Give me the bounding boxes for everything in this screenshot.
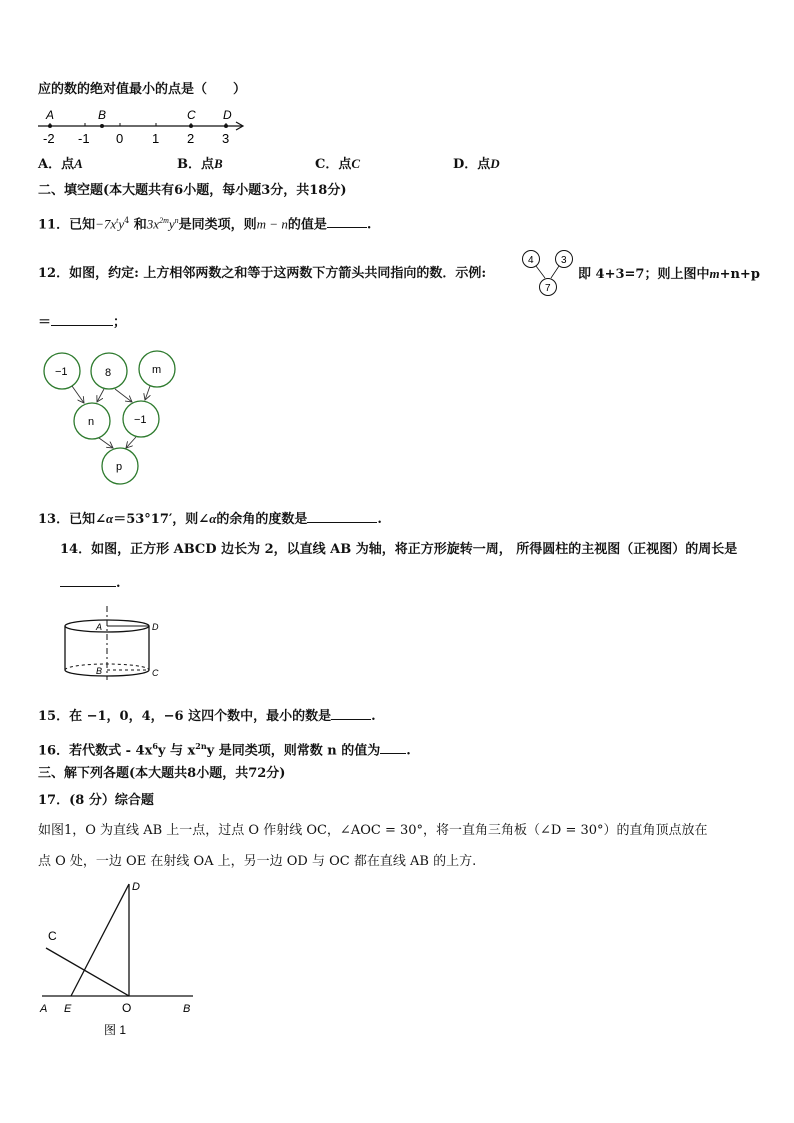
tick-label: -2	[43, 131, 55, 146]
ray-OC	[46, 948, 129, 996]
figure-caption: 图 1	[104, 1023, 127, 1036]
section-3-heading: 三、解下列各题(本大题共8小题，共72分)	[38, 766, 286, 781]
label-B: B	[183, 1003, 191, 1015]
label-D: D	[132, 881, 140, 893]
q14-cylinder-figure	[56, 602, 168, 682]
q10-option-b[interactable]: B．点B	[177, 156, 223, 172]
q14-answer-line: .	[60, 574, 121, 593]
q15-answer-blank[interactable]	[331, 707, 371, 720]
tree-node: p	[116, 461, 123, 473]
label-C: C	[48, 929, 57, 943]
q14-stem: 14．如图，正方形 ABCD 边长为 2，以直线 AB 为轴，将正方形旋转一周， 所得圆柱的主视图（正视图）的周长是	[60, 542, 738, 557]
point-B-dot	[100, 124, 104, 128]
example-bottom: 7	[545, 283, 551, 294]
tree-node: −1	[134, 414, 147, 426]
q10-option-d[interactable]: D．点D	[453, 156, 500, 172]
q11-line: 11．已知$-7x^ty^4$ 和$3x^{2m}y^n$是同类项，则m − n的值是 .	[38, 216, 372, 233]
point-C-label: C	[187, 108, 196, 122]
q10-option-a[interactable]: A．点A	[38, 156, 83, 172]
tree-node: −1	[55, 366, 68, 378]
point-D-dot	[224, 124, 228, 128]
label-A: A	[40, 1003, 48, 1015]
label-D: D	[152, 622, 159, 632]
q12-tree-figure	[42, 346, 192, 488]
q12-stem-tail: 即 4+3=7；则上图中m+n+p	[578, 266, 760, 282]
point-A-label: A	[46, 108, 55, 122]
label-B: B	[96, 666, 103, 676]
q11-answer-blank[interactable]	[327, 215, 367, 228]
tick-label: -1	[78, 131, 90, 146]
q17-figure-1	[36, 876, 201, 1036]
example-top-right: 3	[561, 255, 567, 266]
q17-paragraph-1: 如图1，O 为直线 AB 上一点，过点 O 作射线 OC，∠AOC = 30°，将一直角三角板（∠D = 30°）的直角顶点放在	[38, 823, 708, 838]
label-C: C	[152, 668, 159, 678]
point-D-label: D	[223, 108, 232, 122]
label-A: A	[96, 622, 103, 632]
point-C-dot	[189, 124, 193, 128]
tick-label: 2	[187, 131, 195, 146]
tree-node: 8	[105, 367, 112, 379]
tree-node: n	[88, 416, 95, 428]
q17-paragraph-2: 点 O 处，一边 OE 在射线 OA 上，另一边 OD 与 OC 都在直线 AB 的上方.	[38, 854, 477, 869]
point-A-dot	[48, 124, 52, 128]
tick-label: 3	[222, 131, 230, 146]
q15-line: 15．在 −1，0，4，−6 这四个数中，最小的数是 .	[38, 709, 376, 724]
q13-line: 13．已知∠α＝53°17′，则∠α的余角的度数是 .	[38, 511, 382, 527]
q17-title: 17．(8 分）综合题	[38, 793, 154, 808]
q14-answer-blank[interactable]	[60, 574, 116, 587]
q16-answer-blank[interactable]	[380, 741, 406, 754]
q16-line: 16．若代数式 - $4x^6y$ 与 $x^{2n}y$ 是同类项，则常数 n 的值为 .	[38, 741, 411, 759]
section-2-heading: 二、填空题(本大题共有6小题，每小题3分，共18分)	[38, 183, 347, 198]
example-top-left: 4	[528, 255, 534, 266]
label-O: O	[122, 1001, 132, 1015]
q10-option-c[interactable]: C．点C	[315, 156, 361, 172]
q12-example-figure	[520, 248, 576, 300]
label-E: E	[64, 1003, 72, 1015]
q12-answer-line: ＝ ；	[38, 315, 127, 330]
point-B-label: B	[98, 108, 107, 122]
q10-stem-tail: 应的数的绝对值最小的点是（ ）	[38, 82, 247, 97]
tick-label: 1	[152, 131, 160, 146]
tick-label: 0	[116, 131, 124, 146]
tree-node: m	[152, 364, 162, 376]
q12-stem: 12．如图，约定: 上方相邻两数之和等于这两数下方箭头共同指向的数．示例:	[38, 266, 487, 281]
number-line-figure	[36, 106, 256, 152]
q13-answer-blank[interactable]	[307, 510, 377, 523]
q12-answer-blank[interactable]	[51, 313, 113, 326]
